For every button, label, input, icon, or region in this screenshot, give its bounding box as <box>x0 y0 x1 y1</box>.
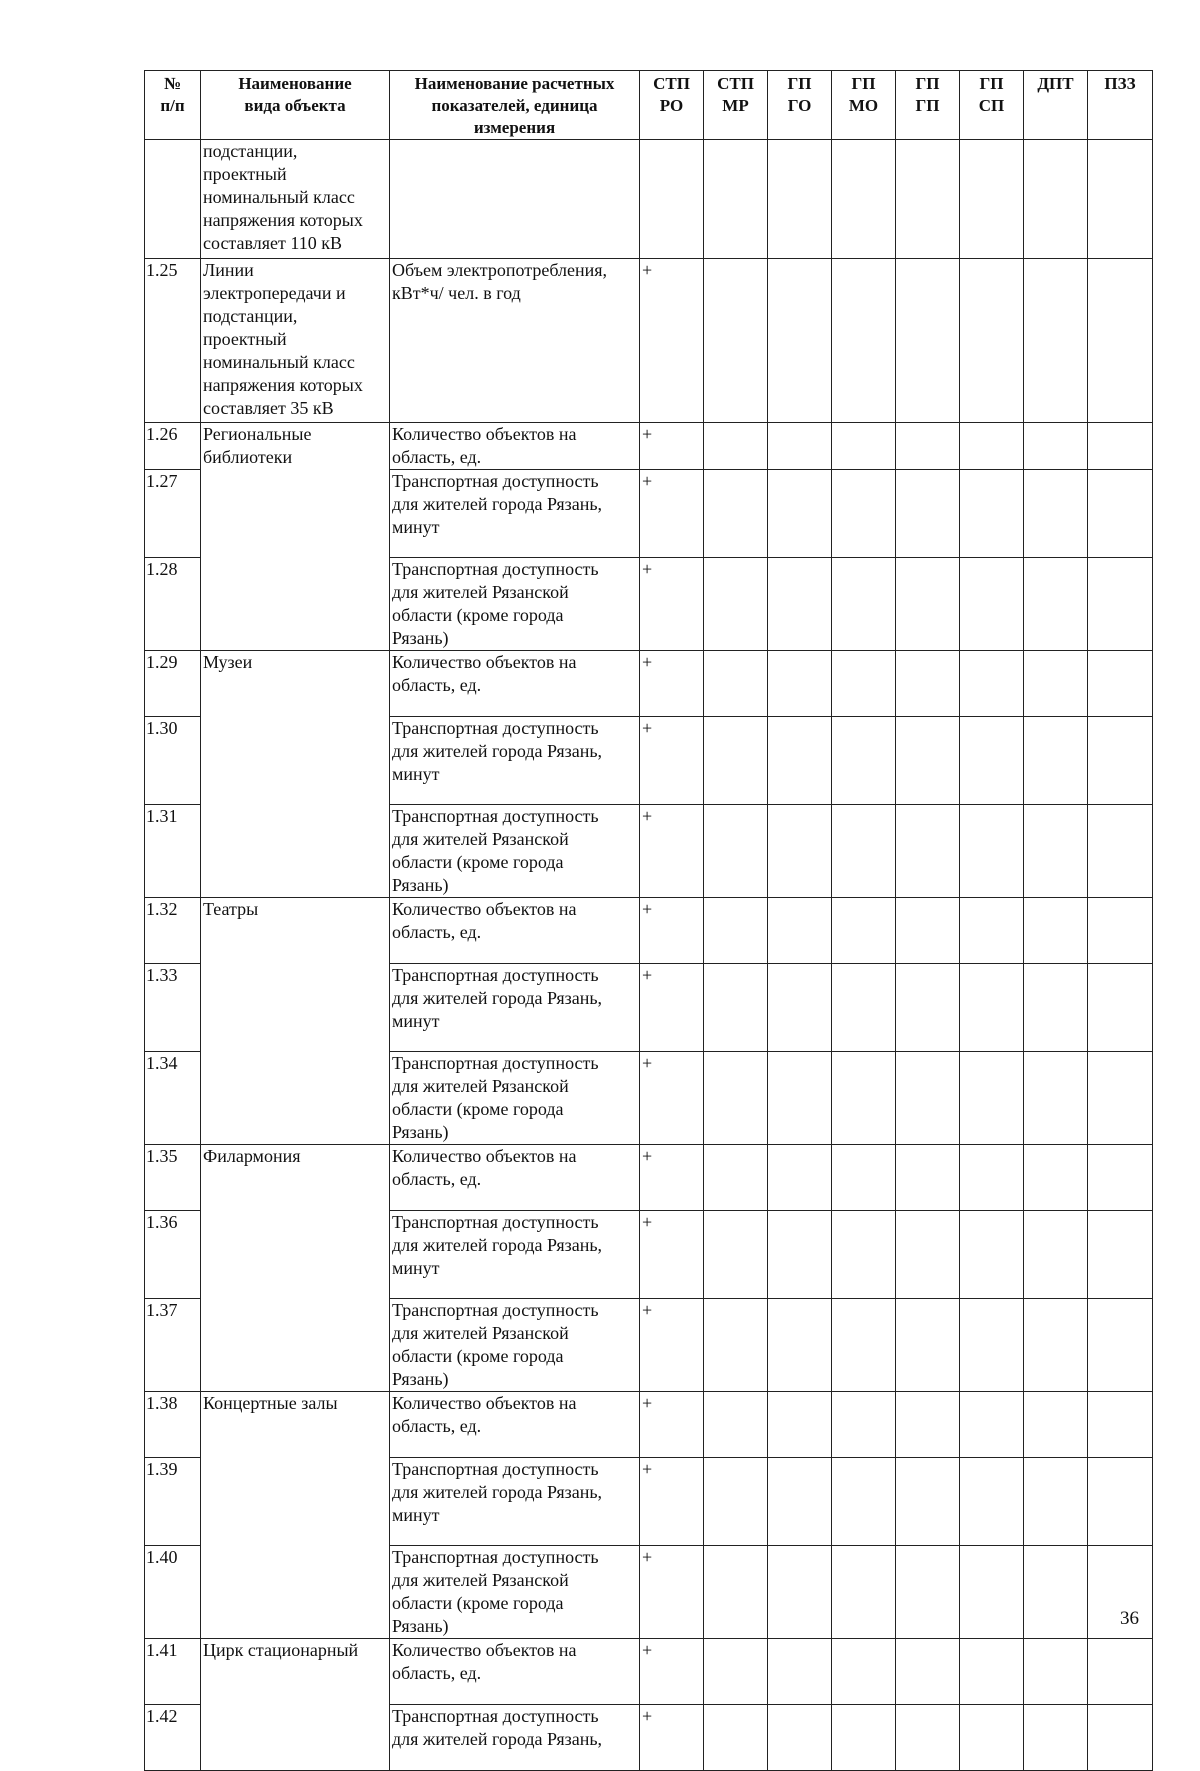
empty-cell <box>832 140 896 259</box>
empty-cell <box>768 140 832 259</box>
empty-cell <box>768 1299 832 1392</box>
document-table <box>144 70 1153 1771</box>
object-name-cell: Концертные залы <box>201 1392 390 1639</box>
empty-cell <box>1024 423 1088 470</box>
indicator-cell: Транспортная доступность для жителей города Рязань, минут <box>390 964 640 1052</box>
object-name-cell: Театры <box>201 898 390 1145</box>
empty-cell <box>704 423 768 470</box>
empty-cell <box>768 558 832 651</box>
empty-cell <box>704 805 768 898</box>
empty-cell <box>832 558 896 651</box>
empty-cell <box>1088 423 1153 470</box>
empty-cell <box>768 1052 832 1145</box>
empty-cell <box>832 1546 896 1639</box>
indicator-cell: Транспортная доступность для жителей города Рязань, <box>390 1705 640 1771</box>
indicator-cell: Количество объектов на область, ед. <box>390 651 640 717</box>
empty-cell <box>768 259 832 423</box>
empty-cell <box>704 964 768 1052</box>
empty-cell <box>768 423 832 470</box>
table-row <box>145 423 1153 470</box>
empty-cell <box>896 1392 960 1458</box>
empty-cell <box>1088 1052 1153 1145</box>
column-header: ГП ГП <box>896 71 960 140</box>
column-header: СТП РО <box>640 71 704 140</box>
empty-cell <box>832 964 896 1052</box>
empty-cell <box>1024 805 1088 898</box>
table-row <box>145 651 1153 717</box>
empty-cell <box>768 1705 832 1771</box>
stp-ro-mark-cell: + <box>640 558 704 651</box>
empty-cell <box>960 558 1024 651</box>
row-number-cell <box>145 140 201 259</box>
empty-cell <box>704 717 768 805</box>
empty-cell <box>896 259 960 423</box>
row-number-cell: 1.37 <box>145 1299 201 1392</box>
empty-cell <box>640 140 704 259</box>
empty-cell <box>896 1211 960 1299</box>
empty-cell <box>832 1705 896 1771</box>
empty-cell <box>832 805 896 898</box>
empty-cell <box>896 898 960 964</box>
empty-cell <box>896 1299 960 1392</box>
empty-cell <box>832 898 896 964</box>
empty-cell <box>1024 259 1088 423</box>
indicator-cell: Количество объектов на область, ед. <box>390 1392 640 1458</box>
empty-cell <box>896 805 960 898</box>
stp-ro-mark-cell: + <box>640 1211 704 1299</box>
indicator-cell: Транспортная доступность для жителей города Рязань, минут <box>390 470 640 558</box>
empty-cell <box>960 470 1024 558</box>
row-number-cell: 1.41 <box>145 1639 201 1705</box>
column-header: ГП ГО <box>768 71 832 140</box>
empty-cell <box>1024 558 1088 651</box>
empty-cell <box>960 423 1024 470</box>
empty-cell <box>960 898 1024 964</box>
empty-cell <box>832 1392 896 1458</box>
row-number-cell: 1.40 <box>145 1546 201 1639</box>
empty-cell <box>1024 651 1088 717</box>
empty-cell <box>896 1145 960 1211</box>
empty-cell <box>1024 1052 1088 1145</box>
empty-cell <box>768 964 832 1052</box>
object-name-cell: Региональные библиотеки <box>201 423 390 651</box>
column-header: Наименование вида объекта <box>201 71 390 140</box>
empty-cell <box>704 1299 768 1392</box>
row-number-cell: 1.34 <box>145 1052 201 1145</box>
indicator-cell: Количество объектов на область, ед. <box>390 423 640 470</box>
empty-cell <box>768 898 832 964</box>
empty-cell <box>704 1546 768 1639</box>
empty-cell <box>704 470 768 558</box>
stp-ro-mark-cell: + <box>640 423 704 470</box>
empty-cell <box>832 1052 896 1145</box>
empty-cell <box>960 1299 1024 1392</box>
empty-cell <box>1024 1458 1088 1546</box>
empty-cell <box>960 1458 1024 1546</box>
empty-cell <box>832 1211 896 1299</box>
empty-cell <box>1024 898 1088 964</box>
row-number-cell: 1.36 <box>145 1211 201 1299</box>
row-number-cell: 1.30 <box>145 717 201 805</box>
empty-cell <box>1088 1458 1153 1546</box>
empty-cell <box>960 140 1024 259</box>
row-number-cell: 1.25 <box>145 259 201 423</box>
indicator-cell: Транспортная доступность для жителей Рязанской области (кроме города Рязань) <box>390 558 640 651</box>
empty-cell <box>768 651 832 717</box>
empty-cell <box>896 1705 960 1771</box>
table-row <box>145 898 1153 964</box>
empty-cell <box>1088 1299 1153 1392</box>
row-number-cell: 1.33 <box>145 964 201 1052</box>
empty-cell <box>1088 805 1153 898</box>
stp-ro-mark-cell: + <box>640 259 704 423</box>
row-number-cell: 1.29 <box>145 651 201 717</box>
empty-cell <box>768 1392 832 1458</box>
indicator-cell: Количество объектов на область, ед. <box>390 898 640 964</box>
empty-cell <box>960 805 1024 898</box>
column-header: ГП МО <box>832 71 896 140</box>
empty-cell <box>960 1145 1024 1211</box>
empty-cell <box>1024 470 1088 558</box>
empty-cell <box>1024 1392 1088 1458</box>
row-number-cell: 1.38 <box>145 1392 201 1458</box>
empty-cell <box>768 1145 832 1211</box>
empty-cell <box>1088 140 1153 259</box>
empty-cell <box>1088 651 1153 717</box>
empty-cell <box>832 423 896 470</box>
stp-ro-mark-cell: + <box>640 1705 704 1771</box>
empty-cell <box>896 140 960 259</box>
empty-cell <box>1024 1145 1088 1211</box>
stp-ro-mark-cell: + <box>640 898 704 964</box>
stp-ro-mark-cell: + <box>640 964 704 1052</box>
object-name-cell: Филармония <box>201 1145 390 1392</box>
stp-ro-mark-cell: + <box>640 1546 704 1639</box>
empty-cell <box>960 651 1024 717</box>
empty-cell <box>1024 140 1088 259</box>
empty-cell <box>832 1145 896 1211</box>
empty-cell <box>960 1546 1024 1639</box>
indicator-cell: Количество объектов на область, ед. <box>390 1639 640 1705</box>
row-number-cell: 1.28 <box>145 558 201 651</box>
column-header: № п/п <box>145 71 201 140</box>
empty-cell <box>1088 1639 1153 1705</box>
empty-cell <box>704 651 768 717</box>
empty-cell <box>960 259 1024 423</box>
empty-cell <box>896 1052 960 1145</box>
empty-cell <box>1088 1392 1153 1458</box>
empty-cell <box>704 558 768 651</box>
empty-cell <box>832 651 896 717</box>
indicator-cell: Транспортная доступность для жителей города Рязань, минут <box>390 1211 640 1299</box>
object-name-cell: подстанции, проектный номинальный класс напряжения которых составляет 110 кВ <box>201 140 390 259</box>
empty-cell <box>960 964 1024 1052</box>
empty-cell <box>896 964 960 1052</box>
empty-cell <box>1088 558 1153 651</box>
empty-cell <box>1088 259 1153 423</box>
column-header: ДПТ <box>1024 71 1088 140</box>
empty-cell <box>1088 1211 1153 1299</box>
empty-cell <box>1024 1639 1088 1705</box>
page-number: 36 <box>1120 1608 1139 1629</box>
empty-cell <box>832 470 896 558</box>
empty-cell <box>704 1458 768 1546</box>
empty-cell <box>960 717 1024 805</box>
empty-cell <box>1088 898 1153 964</box>
empty-cell <box>1088 964 1153 1052</box>
empty-cell <box>896 1546 960 1639</box>
table-header-row <box>145 71 1153 140</box>
empty-cell <box>896 1639 960 1705</box>
empty-cell <box>896 423 960 470</box>
empty-cell <box>960 1705 1024 1771</box>
empty-cell <box>768 1211 832 1299</box>
indicator-cell: Транспортная доступность для жителей Рязанской области (кроме города Рязань) <box>390 1299 640 1392</box>
indicator-cell: Количество объектов на область, ед. <box>390 1145 640 1211</box>
empty-cell <box>896 470 960 558</box>
indicator-cell: Объем электропотребления, кВт*ч/ чел. в год <box>390 259 640 423</box>
empty-cell <box>704 1705 768 1771</box>
empty-cell <box>832 259 896 423</box>
object-name-cell: Линии электропередачи и подстанции, проектный номинальный класс напряжения которых составляет 35 кВ <box>201 259 390 423</box>
empty-cell <box>1024 964 1088 1052</box>
row-number-cell: 1.35 <box>145 1145 201 1211</box>
stp-ro-mark-cell: + <box>640 805 704 898</box>
stp-ro-mark-cell: + <box>640 1145 704 1211</box>
row-number-cell: 1.31 <box>145 805 201 898</box>
column-header: СТП МР <box>704 71 768 140</box>
empty-cell <box>1024 717 1088 805</box>
empty-cell <box>960 1639 1024 1705</box>
empty-cell <box>960 1052 1024 1145</box>
empty-cell <box>896 558 960 651</box>
empty-cell <box>832 1639 896 1705</box>
empty-cell <box>896 717 960 805</box>
empty-cell <box>704 259 768 423</box>
empty-cell <box>768 1639 832 1705</box>
empty-cell <box>1024 1211 1088 1299</box>
empty-cell <box>704 1211 768 1299</box>
empty-cell <box>960 1211 1024 1299</box>
table-row <box>145 259 1153 423</box>
empty-cell <box>768 470 832 558</box>
indicator-cell: Транспортная доступность для жителей Рязанской области (кроме города Рязань) <box>390 805 640 898</box>
stp-ro-mark-cell: + <box>640 1052 704 1145</box>
table-row <box>145 1392 1153 1458</box>
indicator-cell: Транспортная доступность для жителей Рязанской области (кроме города Рязань) <box>390 1546 640 1639</box>
stp-ro-mark-cell: + <box>640 1458 704 1546</box>
column-header: Наименование расчетных показателей, единица измерения <box>390 71 640 140</box>
column-header: ПЗЗ <box>1088 71 1153 140</box>
table-row <box>145 140 1153 259</box>
object-name-cell: Музеи <box>201 651 390 898</box>
row-number-cell: 1.27 <box>145 470 201 558</box>
object-name-cell: Цирк стационарный <box>201 1639 390 1771</box>
empty-cell <box>1088 470 1153 558</box>
empty-cell <box>896 1458 960 1546</box>
empty-cell <box>1024 1546 1088 1639</box>
row-number-cell: 1.39 <box>145 1458 201 1546</box>
stp-ro-mark-cell: + <box>640 717 704 805</box>
indicator-cell: Транспортная доступность для жителей города Рязань, минут <box>390 1458 640 1546</box>
table-row <box>145 1145 1153 1211</box>
column-header: ГП СП <box>960 71 1024 140</box>
empty-cell <box>960 1392 1024 1458</box>
stp-ro-mark-cell: + <box>640 1639 704 1705</box>
empty-cell <box>768 805 832 898</box>
empty-cell <box>1088 1145 1153 1211</box>
stp-ro-mark-cell: + <box>640 470 704 558</box>
empty-cell <box>768 1458 832 1546</box>
empty-cell <box>832 1299 896 1392</box>
row-number-cell: 1.26 <box>145 423 201 470</box>
empty-cell <box>704 1145 768 1211</box>
indicator-cell: Транспортная доступность для жителей города Рязань, минут <box>390 717 640 805</box>
stp-ro-mark-cell: + <box>640 1392 704 1458</box>
table-row <box>145 1639 1153 1705</box>
empty-cell <box>896 651 960 717</box>
table-body <box>145 140 1153 1771</box>
empty-cell <box>704 1392 768 1458</box>
empty-cell <box>1024 1299 1088 1392</box>
empty-cell <box>704 1052 768 1145</box>
stp-ro-mark-cell: + <box>640 1299 704 1392</box>
empty-cell <box>1088 1705 1153 1771</box>
row-number-cell: 1.42 <box>145 1705 201 1771</box>
empty-cell <box>704 140 768 259</box>
empty-cell <box>832 717 896 805</box>
indicator-cell: Транспортная доступность для жителей Рязанской области (кроме города Рязань) <box>390 1052 640 1145</box>
row-number-cell: 1.32 <box>145 898 201 964</box>
empty-cell <box>704 1639 768 1705</box>
stp-ro-mark-cell: + <box>640 651 704 717</box>
empty-cell <box>832 1458 896 1546</box>
empty-cell <box>1088 717 1153 805</box>
empty-cell <box>704 898 768 964</box>
indicator-cell <box>390 140 640 259</box>
empty-cell <box>768 1546 832 1639</box>
empty-cell <box>768 717 832 805</box>
empty-cell <box>1024 1705 1088 1771</box>
